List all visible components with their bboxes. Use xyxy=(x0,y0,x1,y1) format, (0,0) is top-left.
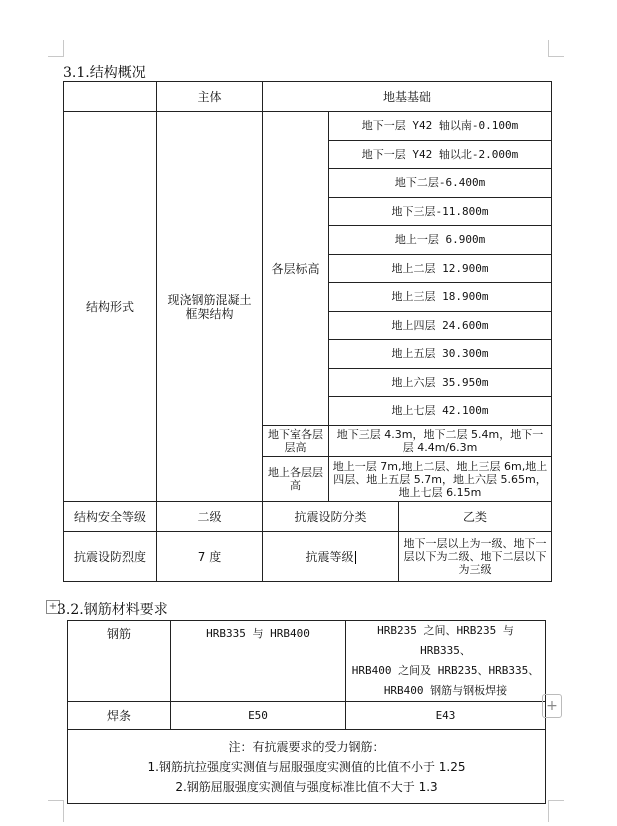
margin-mark-bottom-right-h xyxy=(548,800,564,801)
text-cursor xyxy=(355,551,356,564)
margin-mark-top-right-h xyxy=(548,56,564,57)
note-cell[interactable] xyxy=(68,730,546,804)
floor-elevation-row[interactable]: 地上七层 42.100m xyxy=(329,397,552,426)
structure-overview-table xyxy=(63,81,552,582)
electrode-label[interactable]: 焊条 xyxy=(68,702,171,730)
safety-value[interactable]: 二级 xyxy=(157,502,263,532)
header-foundation[interactable]: 地基基础 xyxy=(263,82,552,112)
floor-elevation-label[interactable]: 各层标高 xyxy=(263,112,329,426)
seismic-grade-label[interactable]: 抗震等级 xyxy=(263,532,399,582)
margin-mark-bottom-right xyxy=(548,800,549,822)
section-heading-structure: 3.1.结构概况 xyxy=(63,65,146,81)
electrode-value-1[interactable]: E50 xyxy=(171,702,346,730)
seismic-grade-value[interactable]: 地下一层以上为一级、地下一层以下为二级、地下二层以下为三级 xyxy=(399,532,552,582)
basement-height-value[interactable]: 地下三层 4.3m，地下二层 5.4m，地下一层 4.4m/6.3m xyxy=(329,426,552,457)
floor-elevation-row[interactable]: 地下一层 Y42 轴以南-0.100m xyxy=(329,112,552,141)
rebar-value-1[interactable]: HRB335 与 HRB400 xyxy=(171,621,346,702)
structure-form-label[interactable]: 结构形式 xyxy=(64,112,157,502)
note-line: 2.钢筋屈服强度实测值与强度标准比值不大于 1.3 xyxy=(175,779,438,794)
plus-icon[interactable]: + xyxy=(542,694,562,718)
seismic-class-value[interactable]: 乙类 xyxy=(399,502,552,532)
note-line: 1.钢筋抗拉强度实测值与屈服强度实测值的比值不小于 1.25 xyxy=(147,759,466,774)
margin-mark-bottom-left-h xyxy=(48,800,64,801)
header-main[interactable]: 主体 xyxy=(157,82,263,112)
floor-elevation-row[interactable]: 地上四层 24.600m xyxy=(329,312,552,340)
rebar-label[interactable]: 钢筋 xyxy=(68,621,171,702)
note-line: 注：有抗震要求的受力钢筋： xyxy=(228,739,385,754)
floor-elevation-row[interactable]: 地上一层 6.900m xyxy=(329,226,552,255)
floor-elevation-row[interactable]: 地下二层-6.400m xyxy=(329,169,552,198)
floor-elevation-row[interactable]: 地下一层 Y42 轴以北-2.000m xyxy=(329,141,552,169)
floor-elevation-row[interactable]: 地上二层 12.900m xyxy=(329,255,552,283)
seismic-class-label[interactable]: 抗震设防分类 xyxy=(263,502,399,532)
floor-elevation-row[interactable]: 地下三层-11.800m xyxy=(329,198,552,226)
table-cell[interactable] xyxy=(64,82,157,112)
rebar-requirements-table xyxy=(67,620,546,804)
margin-mark-top-right xyxy=(548,40,549,56)
seismic-intensity-label[interactable]: 抗震设防烈度 xyxy=(64,532,157,582)
basement-height-label[interactable]: 地下室各层层高 xyxy=(263,426,329,457)
above-height-value[interactable]: 地上一层 7m,地上二层、地上三层 6m,地上四层、地上五层 5.7m，地上六层 5.65m，地上七层 6.15m xyxy=(329,457,552,502)
margin-mark-top-left xyxy=(63,40,64,56)
above-height-label[interactable]: 地上各层层高 xyxy=(263,457,329,502)
margin-mark-bottom-left xyxy=(63,800,64,822)
section-heading-rebar: 3.2.钢筋材料要求 xyxy=(57,602,168,618)
structure-form-value[interactable]: 现浇钢筋混凝土框架结构 xyxy=(157,112,263,502)
rebar-value-2[interactable]: HRB235 之间、HRB235 与 HRB335、 HRB400 之间及 HRB235、HRB335、 HRB400 钢筋与钢板焊接 xyxy=(346,621,546,702)
electrode-value-2[interactable]: E43 xyxy=(346,702,546,730)
floor-elevation-row[interactable]: 地上五层 30.300m xyxy=(329,340,552,369)
floor-elevation-row[interactable]: 地上六层 35.950m xyxy=(329,369,552,397)
seismic-intensity-value[interactable]: 7 度 xyxy=(157,532,263,582)
margin-mark-top-left-h xyxy=(48,56,64,57)
safety-label[interactable]: 结构安全等级 xyxy=(64,502,157,532)
move-icon[interactable]: + xyxy=(46,600,60,614)
floor-elevation-row[interactable]: 地上三层 18.900m xyxy=(329,283,552,312)
